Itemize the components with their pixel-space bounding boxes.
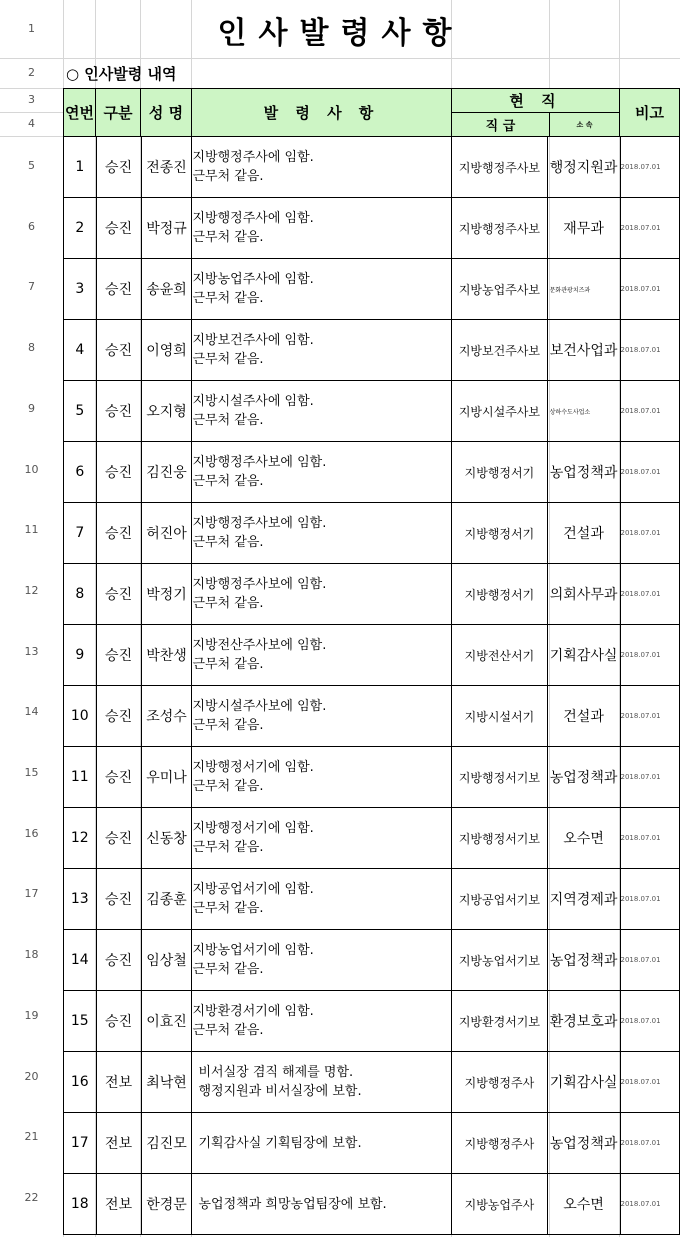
cell-dept[interactable]: 농업정책과: [547, 747, 620, 808]
cell-name[interactable]: 이효진: [141, 991, 192, 1052]
cell-type[interactable]: 승진: [96, 564, 141, 625]
order-line-1: 지방행정주사에 임함.: [192, 211, 314, 226]
cell-no[interactable]: 3: [64, 259, 97, 320]
cell-type[interactable]: 승진: [96, 747, 141, 808]
cell-order[interactable]: [192, 1174, 452, 1235]
order-line-2: 근무처 같음.: [192, 901, 264, 916]
cell-grade[interactable]: 지방행정서기: [452, 564, 547, 625]
row-number[interactable]: 2: [28, 66, 35, 79]
cell-note[interactable]: 2018.07.01: [620, 198, 680, 259]
cell-note[interactable]: 2018.07.01: [620, 1174, 680, 1235]
cell-order[interactable]: [192, 747, 452, 808]
row-number[interactable]: 19: [24, 1008, 39, 1022]
cell-grade[interactable]: 지방행정주사: [452, 1052, 547, 1113]
cell-type[interactable]: 승진: [96, 503, 141, 564]
order-line-1: 비서실장 겸직 해제를 명함.: [198, 1065, 354, 1080]
cell-order[interactable]: [192, 991, 452, 1052]
cell-grade[interactable]: 지방보건주사보: [452, 320, 547, 381]
table-row: [64, 320, 680, 381]
cell-dept[interactable]: 농업정책과: [547, 1113, 620, 1174]
cell-dept[interactable]: 보건사업과: [547, 320, 620, 381]
header-dept: 소 속: [549, 112, 620, 137]
cell-grade[interactable]: 지방행정서기: [452, 442, 547, 503]
row-number[interactable]: 9: [28, 401, 35, 415]
cell-order[interactable]: [192, 442, 452, 503]
cell-no[interactable]: 4: [64, 320, 97, 381]
row-number[interactable]: 5: [28, 159, 35, 172]
cell-order[interactable]: [192, 320, 452, 381]
order-line-1: 지방시설주사보에 임함.: [192, 699, 327, 714]
cell-order[interactable]: [192, 564, 452, 625]
table-row: [64, 1113, 680, 1174]
cell-name[interactable]: 박정기: [141, 564, 192, 625]
cell-order[interactable]: [192, 686, 452, 747]
cell-dept[interactable]: 의회사무과: [547, 564, 620, 625]
header-note: 비고: [619, 88, 680, 137]
header-name: 성 명: [140, 88, 192, 137]
cell-grade[interactable]: 지방공업서기보: [452, 869, 547, 930]
table-row: [64, 198, 680, 259]
cell-type[interactable]: 승진: [96, 625, 141, 686]
cell-type[interactable]: 승진: [96, 869, 141, 930]
cell-note[interactable]: 2018.07.01: [620, 381, 680, 442]
cell-name[interactable]: 이영희: [141, 320, 192, 381]
order-line-2: 근무처 같음.: [192, 962, 264, 977]
cell-note[interactable]: 2018.07.01: [620, 320, 680, 381]
cell-dept[interactable]: 문화관광치즈과: [547, 259, 620, 320]
page-title: 인사발령사항: [217, 16, 464, 51]
order-line-1: 지방환경서기에 임함.: [192, 1004, 314, 1019]
cell-no[interactable]: 9: [64, 625, 97, 686]
cell-grade[interactable]: 지방행정서기: [452, 503, 547, 564]
cell-dept[interactable]: 행정지원과: [547, 137, 620, 198]
row-number[interactable]: 18: [24, 948, 39, 962]
cell-dept[interactable]: 기획감사실: [547, 1052, 620, 1113]
cell-type[interactable]: 승진: [96, 991, 141, 1052]
row-number[interactable]: 22: [24, 1190, 39, 1204]
cell-name[interactable]: 김종훈: [141, 869, 192, 930]
row-number[interactable]: 16: [24, 826, 39, 840]
cell-name[interactable]: 박찬생: [141, 625, 192, 686]
header-type: 구분: [95, 88, 141, 137]
table-row: [64, 625, 680, 686]
table-row: [64, 259, 680, 320]
table-row: [64, 869, 680, 930]
cell-order[interactable]: [192, 503, 452, 564]
cell-dept[interactable]: 오수면: [547, 1174, 620, 1235]
header-grade: 직 급: [451, 112, 550, 137]
row-number[interactable]: 14: [24, 705, 39, 719]
table-row: [64, 686, 680, 747]
cell-grade[interactable]: 지방행정주사: [452, 1113, 547, 1174]
cell-order[interactable]: [192, 1113, 452, 1174]
order-line-2: 근무처 같음.: [192, 840, 264, 855]
table-row: [64, 991, 680, 1052]
cell-no[interactable]: 17: [64, 1113, 97, 1174]
cell-order[interactable]: [192, 259, 452, 320]
grid-row-line: [0, 58, 680, 59]
table-row: [64, 381, 680, 442]
cell-order[interactable]: [192, 137, 452, 198]
cell-no[interactable]: 5: [64, 381, 97, 442]
cell-dept[interactable]: 건설과: [547, 686, 620, 747]
cell-type[interactable]: 승진: [96, 320, 141, 381]
cell-type[interactable]: 승진: [96, 137, 141, 198]
cell-note[interactable]: 2018.07.01: [620, 869, 680, 930]
cell-dept[interactable]: 환경보호과: [547, 991, 620, 1052]
cell-no[interactable]: 12: [64, 808, 97, 869]
cell-dept[interactable]: 오수면: [547, 808, 620, 869]
table-row: [64, 930, 680, 991]
cell-order[interactable]: [192, 808, 452, 869]
header-order: 발 령 사 항: [191, 88, 452, 137]
cell-no[interactable]: 18: [64, 1174, 97, 1235]
cell-order[interactable]: [192, 198, 452, 259]
table-row: [64, 747, 680, 808]
cell-grade[interactable]: 지방농업주사: [452, 1174, 547, 1235]
table-row: [64, 808, 680, 869]
cell-no[interactable]: 1: [64, 137, 97, 198]
section-title: ○ 인사발령 내역: [66, 65, 177, 83]
cell-type[interactable]: 승진: [96, 930, 141, 991]
row-number[interactable]: 1: [28, 22, 35, 35]
order-line-1: 지방행정서기에 임함.: [192, 760, 314, 775]
cell-grade[interactable]: 지방행정주사보: [452, 137, 547, 198]
row-number[interactable]: 11: [24, 523, 39, 537]
cell-grade[interactable]: 지방행정서기보: [452, 808, 547, 869]
row-number[interactable]: 3: [28, 93, 35, 106]
cell-dept[interactable]: 농업정책과: [547, 442, 620, 503]
row-number[interactable]: 21: [24, 1130, 39, 1144]
cell-dept[interactable]: 상하수도사업소: [547, 381, 620, 442]
header-no: 연번: [63, 88, 96, 137]
cell-name[interactable]: 최낙현: [141, 1052, 192, 1113]
cell-type[interactable]: 전보: [96, 1113, 141, 1174]
personnel-table: [63, 136, 680, 1235]
order-line-1: 농업정책과 희망농업팀장에 보함.: [198, 1196, 387, 1212]
table-row: [64, 1052, 680, 1113]
order-line-1: 지방공업서기에 임함.: [192, 882, 314, 897]
cell-no[interactable]: 11: [64, 747, 97, 808]
cell-name[interactable]: 허진아: [141, 503, 192, 564]
row-number[interactable]: 17: [24, 887, 39, 901]
order-line-2: 근무처 같음.: [192, 779, 264, 794]
cell-name[interactable]: 임상철: [141, 930, 192, 991]
cell-name[interactable]: 조성수: [141, 686, 192, 747]
table-row: [64, 442, 680, 503]
order-line-2: 근무처 같음.: [192, 352, 264, 367]
cell-type[interactable]: 승진: [96, 259, 141, 320]
cell-dept[interactable]: 재무과: [547, 198, 620, 259]
table-row: [64, 503, 680, 564]
cell-no[interactable]: 13: [64, 869, 97, 930]
cell-order[interactable]: [192, 869, 452, 930]
cell-grade[interactable]: 지방시설서기: [452, 686, 547, 747]
cell-order[interactable]: [192, 1052, 452, 1113]
cell-grade[interactable]: 지방행정서기보: [452, 747, 547, 808]
order-line-1: 지방행정주사보에 임함.: [192, 455, 327, 470]
row-number[interactable]: 12: [24, 583, 39, 597]
order-line-2: 근무처 같음.: [192, 413, 264, 428]
cell-type[interactable]: 승진: [96, 808, 141, 869]
cell-name[interactable]: 전종진: [141, 137, 192, 198]
cell-type[interactable]: 승진: [96, 381, 141, 442]
order-line-1: 지방농업주사에 임함.: [192, 272, 314, 287]
cell-name[interactable]: 오지형: [141, 381, 192, 442]
cell-order[interactable]: [192, 381, 452, 442]
row-number[interactable]: 15: [24, 766, 39, 779]
cell-no[interactable]: 7: [64, 503, 97, 564]
order-line-1: 지방전산주사보에 임함.: [192, 638, 327, 653]
cell-name[interactable]: 김진웅: [141, 442, 192, 503]
order-line-2: 근무처 같음.: [192, 657, 264, 672]
cell-note[interactable]: 2018.07.01: [620, 259, 680, 320]
cell-grade[interactable]: 지방농업서기보: [452, 930, 547, 991]
cell-type[interactable]: 승진: [96, 198, 141, 259]
order-line-2: 근무처 같음.: [192, 1023, 264, 1038]
cell-grade[interactable]: 지방시설주사보: [452, 381, 547, 442]
cell-note[interactable]: 2018.07.01: [620, 442, 680, 503]
cell-name[interactable]: 한경문: [141, 1174, 192, 1235]
cell-note[interactable]: 2018.07.01: [620, 747, 680, 808]
cell-dept[interactable]: 기획감사실: [547, 625, 620, 686]
cell-name[interactable]: 우미나: [141, 747, 192, 808]
order-line-2: 근무처 같음.: [192, 291, 264, 306]
order-line-1: 지방보건주사에 임함.: [192, 333, 314, 348]
cell-no[interactable]: 10: [64, 686, 97, 747]
cell-no[interactable]: 6: [64, 442, 97, 503]
row-number[interactable]: 13: [24, 644, 39, 658]
header-current: 현 직: [451, 88, 620, 113]
row-number[interactable]: 4: [28, 117, 35, 130]
cell-note[interactable]: 2018.07.01: [620, 991, 680, 1052]
cell-order[interactable]: [192, 625, 452, 686]
table-row: [64, 1174, 680, 1235]
order-line-2: 근무처 같음.: [192, 718, 264, 733]
order-line-1: 기획감사실 기획팀장에 보함.: [198, 1135, 362, 1151]
row-number[interactable]: 8: [28, 341, 35, 355]
cell-no[interactable]: 16: [64, 1052, 97, 1113]
row-number[interactable]: 6: [28, 219, 35, 233]
cell-note[interactable]: 2018.07.01: [620, 1052, 680, 1113]
cell-note[interactable]: 2018.07.01: [620, 564, 680, 625]
cell-no[interactable]: 15: [64, 991, 97, 1052]
cell-note[interactable]: 2018.07.01: [620, 808, 680, 869]
cell-note[interactable]: 2018.07.01: [620, 1113, 680, 1174]
cell-no[interactable]: 8: [64, 564, 97, 625]
cell-note[interactable]: 2018.07.01: [620, 686, 680, 747]
order-line-1: 지방시설주사에 임함.: [192, 394, 314, 409]
cell-type[interactable]: 전보: [96, 1052, 141, 1113]
cell-no[interactable]: 2: [64, 198, 97, 259]
order-line-2: 근무처 같음.: [192, 230, 264, 245]
row-number-column: [0, 0, 63, 1237]
order-line-2: 행정지원과 비서실장에 보함.: [198, 1084, 362, 1099]
order-line-1: 지방행정서기에 임함.: [192, 821, 314, 836]
row-number[interactable]: 20: [24, 1069, 39, 1083]
cell-grade[interactable]: 지방행정주사보: [452, 198, 547, 259]
order-line-1: 지방행정주사보에 임함.: [192, 577, 327, 592]
table-row: [64, 137, 680, 198]
order-line-2: 근무처 같음.: [192, 169, 264, 184]
cell-type[interactable]: 전보: [96, 1174, 141, 1235]
cell-type[interactable]: 승진: [96, 442, 141, 503]
cell-name[interactable]: 신동창: [141, 808, 192, 869]
cell-dept[interactable]: 건설과: [547, 503, 620, 564]
cell-order[interactable]: [192, 930, 452, 991]
cell-no[interactable]: 14: [64, 930, 97, 991]
cell-name[interactable]: 박정규: [141, 198, 192, 259]
cell-note[interactable]: 2018.07.01: [620, 930, 680, 991]
cell-note[interactable]: 2018.07.01: [620, 137, 680, 198]
order-line-1: 지방행정주사에 임함.: [192, 150, 314, 165]
cell-name[interactable]: 송윤희: [141, 259, 192, 320]
cell-dept[interactable]: 농업정책과: [547, 930, 620, 991]
order-line-2: 근무처 같음.: [192, 535, 264, 550]
table-row: [64, 564, 680, 625]
cell-dept[interactable]: 지역경제과: [547, 869, 620, 930]
order-line-1: 지방농업서기에 임함.: [192, 943, 314, 958]
cell-note[interactable]: 2018.07.01: [620, 625, 680, 686]
cell-grade[interactable]: 지방환경서기보: [452, 991, 547, 1052]
order-line-1: 지방행정주사보에 임함.: [192, 516, 327, 531]
order-line-2: 근무처 같음.: [192, 596, 264, 611]
cell-type[interactable]: 승진: [96, 686, 141, 747]
cell-name[interactable]: 김진모: [141, 1113, 192, 1174]
cell-grade[interactable]: 지방전산서기: [452, 625, 547, 686]
cell-grade[interactable]: 지방농업주사보: [452, 259, 547, 320]
order-line-2: 근무처 같음.: [192, 474, 264, 489]
row-number[interactable]: 7: [28, 280, 35, 294]
cell-note[interactable]: 2018.07.01: [620, 503, 680, 564]
row-number[interactable]: 10: [24, 462, 39, 476]
